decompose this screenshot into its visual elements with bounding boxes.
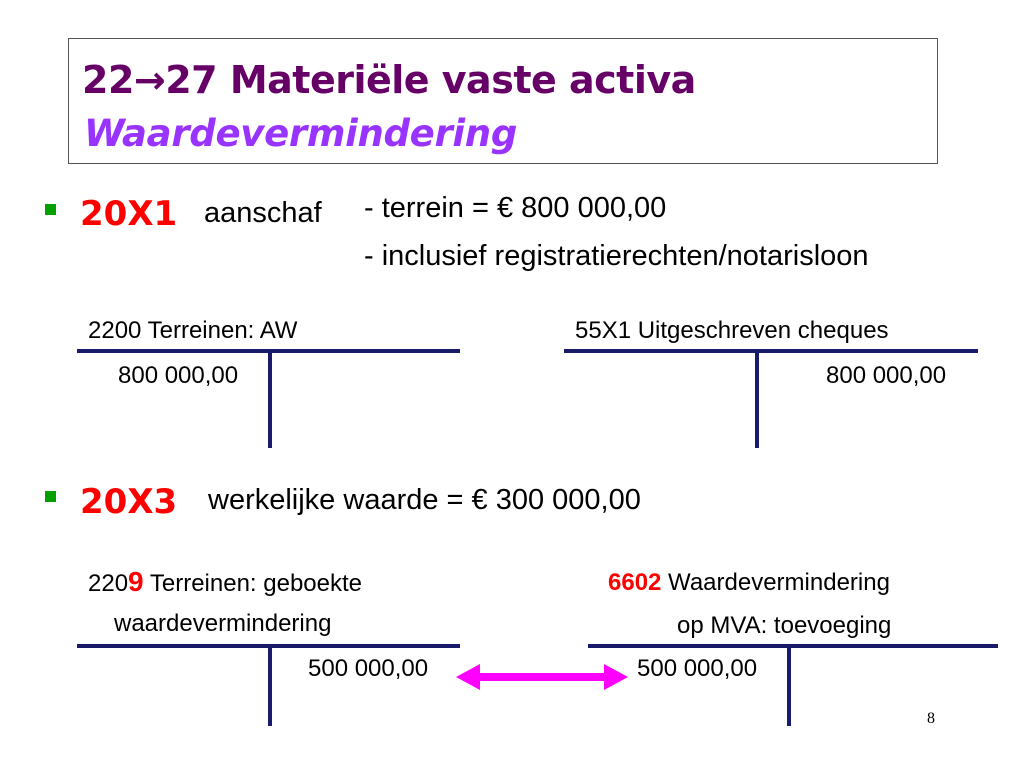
t-account-credit-amount: 800 000,00 xyxy=(826,362,947,389)
t-account-horizontal-line xyxy=(588,644,998,648)
bullet-icon xyxy=(45,491,56,502)
slide-number: 8 xyxy=(927,710,935,727)
t-account-title-geboekte-waardevermindering: 2209 Terreinen: geboekte xyxy=(88,566,363,597)
section1-detail-2: - inclusief registratierechten/notarisloon xyxy=(364,240,869,272)
year-label-2: 20X3 xyxy=(80,482,178,522)
t-account-debit-amount: 800 000,00 xyxy=(118,362,239,389)
t-account-title-waardevermindering-mva: 6602 Waardevermindering xyxy=(608,569,890,596)
t-account-title-line2: waardevermindering xyxy=(114,610,332,637)
year-label-1: 20X1 xyxy=(80,194,178,234)
t-account-credit-amount: 500 000,00 xyxy=(308,655,429,682)
t-account-title-line2: op MVA: toevoeging xyxy=(677,612,892,639)
t-account-vertical-line xyxy=(787,646,791,726)
t-account-debit-amount: 500 000,00 xyxy=(637,655,758,682)
section1-detail-1: - terrein = € 800 000,00 xyxy=(364,192,667,224)
t-account-title-terreinen: 2200 Terreinen: AW xyxy=(88,317,298,344)
t-account-horizontal-line xyxy=(564,349,978,353)
bullet-icon xyxy=(45,204,56,215)
section2-label: werkelijke waarde = € 300 000,00 xyxy=(208,484,641,516)
t-account-vertical-line xyxy=(755,351,759,448)
slide-subtitle: Waardevermindering xyxy=(84,112,518,155)
t-account-vertical-line xyxy=(268,646,272,726)
t-account-vertical-line xyxy=(268,351,272,448)
double-arrow-icon xyxy=(456,660,628,694)
t-account-title-cheques: 55X1 Uitgeschreven cheques xyxy=(575,317,889,344)
slide-title: 22→27 Materiële vaste activa xyxy=(82,58,696,102)
section1-label: aanschaf xyxy=(204,197,322,229)
